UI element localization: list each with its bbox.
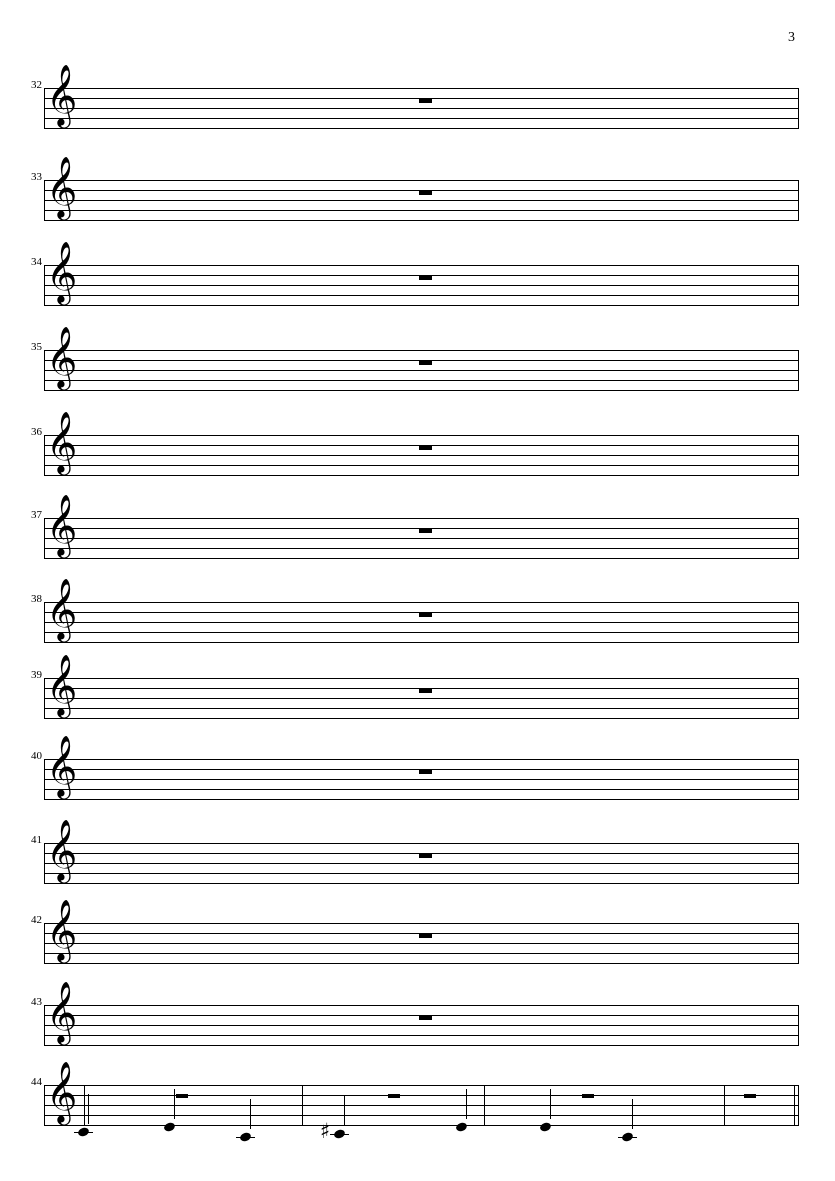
whole-rest	[419, 933, 432, 938]
staff-line	[44, 108, 799, 109]
staff-line	[44, 799, 799, 800]
staff-line	[44, 1125, 799, 1126]
staff	[44, 982, 799, 1045]
whole-rest	[419, 528, 432, 533]
measure-number: 34	[31, 256, 42, 268]
staff-line	[44, 708, 799, 709]
treble-clef-icon: 𝄞	[46, 1062, 78, 1123]
barline	[44, 350, 45, 391]
staff-line	[44, 118, 799, 119]
barline	[798, 602, 799, 643]
staff	[44, 327, 799, 390]
staff-line	[44, 88, 799, 89]
note-stem	[632, 1099, 633, 1129]
staff	[44, 736, 799, 799]
barline	[44, 1005, 45, 1046]
treble-clef-icon: 𝄞	[46, 820, 78, 881]
barline	[44, 923, 45, 964]
barline	[798, 759, 799, 800]
staff-line	[44, 923, 799, 924]
barline	[44, 759, 45, 800]
staff-line	[44, 718, 799, 719]
barline	[798, 265, 799, 306]
staff-line	[44, 180, 799, 181]
staff-line	[44, 538, 799, 539]
whole-rest	[419, 612, 432, 617]
barline	[798, 435, 799, 476]
notehead	[455, 1121, 468, 1132]
barline	[44, 88, 45, 129]
measure-number: 32	[31, 79, 42, 91]
treble-clef-icon: 𝄞	[46, 242, 78, 303]
staff-line	[44, 1025, 799, 1026]
treble-clef-icon: 𝄞	[46, 982, 78, 1043]
note-stem	[466, 1089, 467, 1119]
notehead	[539, 1121, 552, 1132]
barline	[798, 1085, 799, 1126]
measure-number: 41	[31, 834, 42, 846]
treble-clef-icon: 𝄞	[46, 900, 78, 961]
staff	[44, 579, 799, 642]
note-stem	[250, 1099, 251, 1129]
measure-number: 35	[31, 341, 42, 353]
measure-number: 43	[31, 996, 42, 1008]
barline	[44, 518, 45, 559]
staff	[44, 820, 799, 883]
barline	[44, 180, 45, 221]
staff-line	[44, 210, 799, 211]
note-stem	[174, 1089, 175, 1119]
measure-number: 42	[31, 914, 42, 926]
staff	[44, 242, 799, 305]
staff-line	[44, 465, 799, 466]
staff	[44, 900, 799, 963]
measure-number: 44	[31, 1076, 42, 1088]
staff-line	[44, 789, 799, 790]
whole-rest	[419, 1015, 432, 1020]
half-rest	[744, 1094, 756, 1098]
barline	[798, 518, 799, 559]
staff-line	[44, 602, 799, 603]
staff-line	[44, 963, 799, 964]
barline	[44, 602, 45, 643]
staff-line	[44, 435, 799, 436]
staff	[44, 655, 799, 718]
barline	[44, 265, 45, 306]
barline	[798, 350, 799, 391]
staff-line	[44, 1005, 799, 1006]
barline	[44, 1085, 45, 1126]
barline	[798, 1005, 799, 1046]
whole-rest	[419, 98, 432, 103]
whole-rest	[419, 688, 432, 693]
staff-line	[44, 1085, 799, 1086]
barline	[84, 1085, 85, 1126]
treble-clef-icon: 𝄞	[46, 495, 78, 556]
treble-clef-icon: 𝄞	[46, 65, 78, 126]
staff-line	[44, 863, 799, 864]
staff-line	[44, 305, 799, 306]
staff-line	[44, 380, 799, 381]
staff-line	[44, 873, 799, 874]
half-rest	[388, 1094, 400, 1098]
treble-clef-icon: 𝄞	[46, 157, 78, 218]
barline	[798, 843, 799, 884]
staff	[44, 1062, 799, 1143]
ledger-line	[236, 1137, 255, 1138]
staff-line	[44, 1035, 799, 1036]
staff-line	[44, 953, 799, 954]
ledger-line	[330, 1134, 349, 1135]
note-stem	[88, 1094, 89, 1124]
staff-line	[44, 200, 799, 201]
staff	[44, 412, 799, 475]
measure-number: 37	[31, 509, 42, 521]
barline	[44, 843, 45, 884]
note-stem	[550, 1089, 551, 1119]
treble-clef-icon: 𝄞	[46, 327, 78, 388]
treble-clef-icon: 𝄞	[46, 579, 78, 640]
staff-line	[44, 883, 799, 884]
ledger-line	[74, 1132, 93, 1133]
staff-line	[44, 1095, 799, 1096]
staff-line	[44, 698, 799, 699]
whole-rest	[419, 360, 432, 365]
staff-line	[44, 943, 799, 944]
staff-line	[44, 642, 799, 643]
barline	[798, 180, 799, 221]
staff-line	[44, 265, 799, 266]
staff	[44, 157, 799, 220]
staff-line	[44, 1105, 799, 1106]
barline	[794, 1085, 795, 1126]
whole-rest	[419, 445, 432, 450]
staff-line	[44, 622, 799, 623]
staff-line	[44, 285, 799, 286]
staff-line	[44, 678, 799, 679]
staff-line	[44, 759, 799, 760]
staff-line	[44, 455, 799, 456]
staff	[44, 65, 799, 128]
treble-clef-icon: 𝄞	[46, 736, 78, 797]
staff-line	[44, 295, 799, 296]
barline	[798, 923, 799, 964]
measure-number: 39	[31, 669, 42, 681]
staff-line	[44, 128, 799, 129]
staff-line	[44, 843, 799, 844]
staff-line	[44, 1115, 799, 1116]
page-number: 3	[788, 30, 795, 45]
whole-rest	[419, 769, 432, 774]
staff-line	[44, 1045, 799, 1046]
barline	[724, 1085, 725, 1126]
staff-line	[44, 350, 799, 351]
staff-line	[44, 220, 799, 221]
barline	[302, 1085, 303, 1126]
half-rest	[176, 1094, 188, 1098]
measure-number: 36	[31, 426, 42, 438]
sharp-icon: ♯	[320, 1119, 331, 1143]
barline	[484, 1085, 485, 1126]
barline	[798, 678, 799, 719]
ledger-line	[618, 1137, 637, 1138]
staff-line	[44, 518, 799, 519]
measure-number: 40	[31, 750, 42, 762]
treble-clef-icon: 𝄞	[46, 412, 78, 473]
staff	[44, 495, 799, 558]
staff-line	[44, 779, 799, 780]
measure-number: 33	[31, 171, 42, 183]
staff-line	[44, 548, 799, 549]
whole-rest	[419, 275, 432, 280]
treble-clef-icon: 𝄞	[46, 655, 78, 716]
staff-line	[44, 632, 799, 633]
notehead	[163, 1121, 176, 1132]
whole-rest	[419, 853, 432, 858]
staff-line	[44, 558, 799, 559]
staff-line	[44, 370, 799, 371]
staff-line	[44, 475, 799, 476]
whole-rest	[419, 190, 432, 195]
staff-line	[44, 390, 799, 391]
barline	[44, 678, 45, 719]
measure-number: 38	[31, 593, 42, 605]
barline	[798, 88, 799, 129]
half-rest	[582, 1094, 594, 1098]
note-stem	[344, 1096, 345, 1126]
barline	[44, 435, 45, 476]
